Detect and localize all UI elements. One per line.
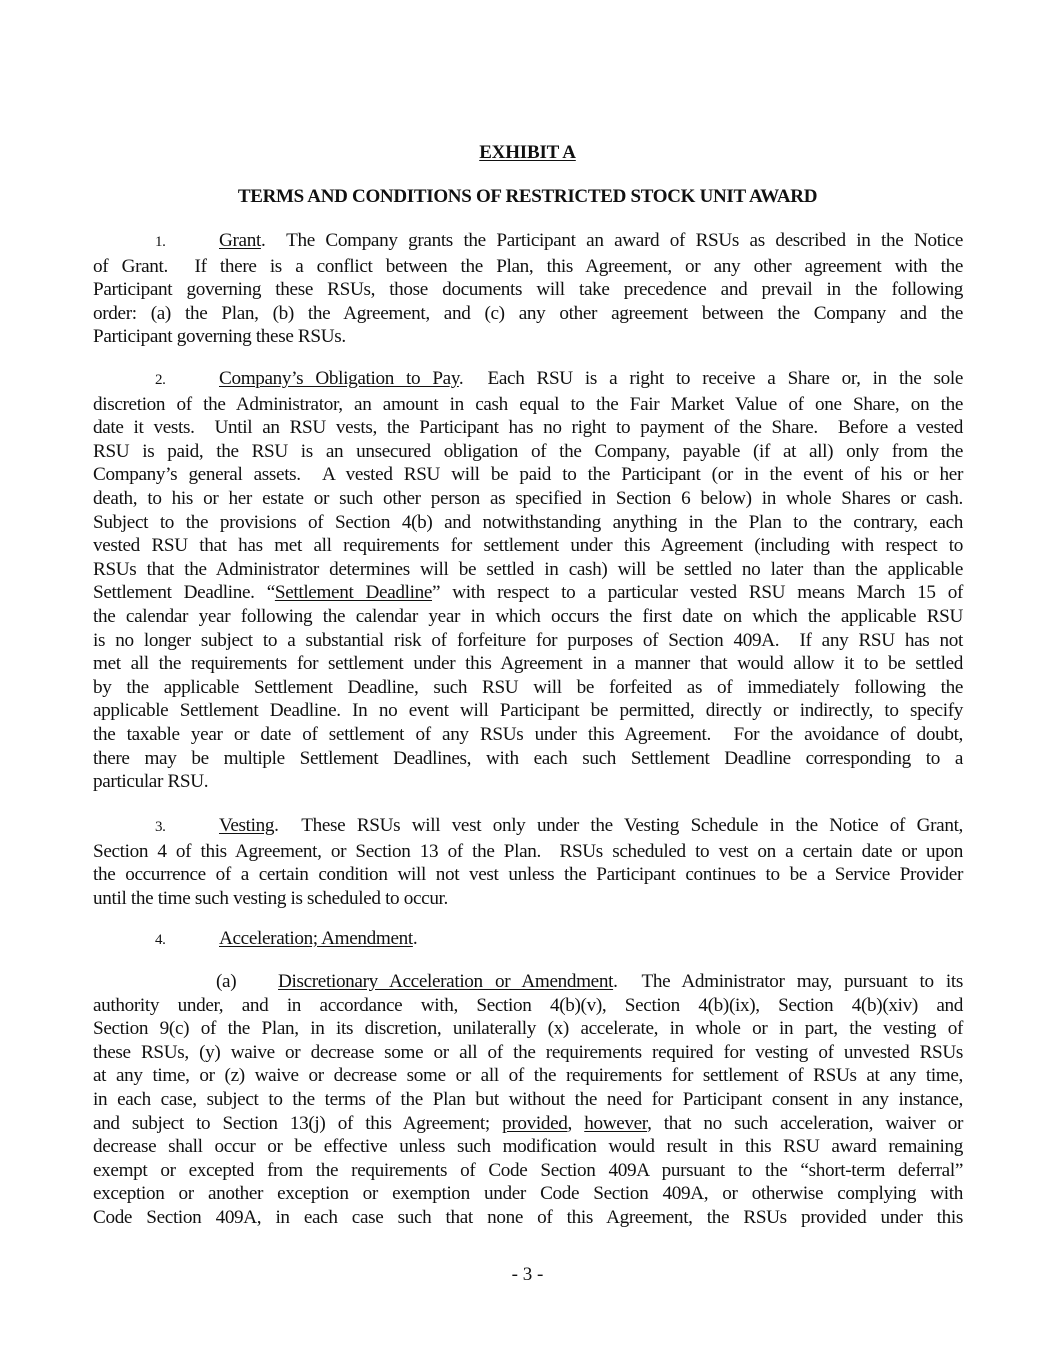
subsection-a-discretionary-acceleration xyxy=(93,970,963,1230)
text-line: Section 9(c) of the Plan, in its discretion, unilaterally (x) accelerate, in whole or in part, the vesting of xyxy=(93,1018,963,1040)
term-however: however xyxy=(584,1112,648,1134)
text-line: the taxable year or date of settlement of any RSUs under this Agreement. For the avoidance of doubt, xyxy=(93,723,963,745)
provided-however-line: and subject to Section 13(j) of this Agreement; provided, however, that no such acceleration, waiver or xyxy=(93,1112,964,1134)
document-heading: TERMS AND CONDITIONS OF RESTRICTED STOCK UNIT AWARD xyxy=(237,186,818,207)
term-provided: provided xyxy=(502,1112,568,1134)
text-line: vested RSU that has met all requirements for settlement under this Agreement (including with respect to xyxy=(93,535,963,557)
subsection-title: Discretionary Acceleration or Amendment xyxy=(278,971,614,992)
text-line: death, to his or her estate or such other person as specified in Section 6 below) in whole Shares or cash. xyxy=(93,487,963,509)
text-line: these RSUs, (y) waive or decrease some or all of the requirements required for vesting of unvested RSUs xyxy=(93,1041,963,1063)
exhibit-title: EXHIBIT A xyxy=(479,142,576,163)
text-line: order: (a) the Plan, (b) the Agreement, and (c) any other agreement between the Company and the xyxy=(93,302,963,324)
settlement-deadline-definition-line: Settlement Deadline. “Settlement Deadline” with respect to a particular vested RSU means March 15 of xyxy=(93,582,964,604)
text-line: at any time, or (z) waive or decrease some or all of the requirements for settlement of RSUs at any time, xyxy=(93,1065,963,1087)
text-line: of Grant. If there is a conflict between the Plan, this Agreement, or any other agreement with the xyxy=(93,255,963,277)
text-line: decrease shall occur or be effective unless such modification would result in this RSU award remaining xyxy=(93,1136,963,1158)
section-title: Vesting xyxy=(219,815,275,836)
text-line: authority under, and in accordance with, Section 4(b)(v), Section 4(b)(ix), Section 4(b)(xiv) and xyxy=(93,994,963,1016)
page-number: - 3 - xyxy=(511,1264,544,1285)
text-line: RSUs that the Administrator determines will be settled in cash) will be settled no later than the applicable xyxy=(93,558,963,580)
text-line: the occurrence of a certain condition will not vest unless the Participant continues to be a Service Provider xyxy=(93,864,963,886)
section-number: 4. xyxy=(155,932,166,948)
text-line: applicable Settlement Deadline. In no event will Participant be permitted, directly or indirectly, to specify xyxy=(93,700,963,722)
subsection-number: (a) xyxy=(216,971,237,992)
text-line: until the time such vesting is scheduled to occur. xyxy=(93,887,448,909)
text-line: particular RSU. xyxy=(93,771,209,793)
section-3-vesting xyxy=(93,814,963,910)
section-2-obligation-to-pay xyxy=(93,367,963,794)
subsection-a-first-line: (a) Discretionary Acceleration or Amendment. The Administrator may, pursuant to its xyxy=(93,970,963,994)
text-line: the calendar year following the calendar year in which occurs the first date on which the applicable RSU xyxy=(93,605,963,627)
text-line: there may be multiple Settlement Deadlines, with each such Settlement Deadline corresponding to a xyxy=(93,747,963,769)
text-line: met all the requirements for settlement under this Agreement in a manner that would allow it to be settled xyxy=(93,653,963,675)
section-1-grant xyxy=(93,229,963,349)
text-line: RSU is paid, the RSU is an unsecured obligation of the Company, payable (if at all) only from the xyxy=(93,440,963,462)
section-number: 2. xyxy=(155,372,166,388)
text-line: is no longer subject to a substantial risk of forfeiture for purposes of Section 409A. If any RSU has not xyxy=(93,629,963,651)
text-line: Section 4 of this Agreement, or Section 13 of the Plan. RSUs scheduled to vest on a certain date or upon xyxy=(93,840,963,862)
text-line: Company’s general assets. A vested RSU will be paid to the Participant (or in the event of his or her xyxy=(93,464,963,486)
section-4-acceleration-amendment xyxy=(93,927,963,953)
text-line: Code Section 409A, in each case such that none of this Agreement, the RSUs provided under this xyxy=(93,1206,963,1228)
section-title: Acceleration; Amendment xyxy=(219,928,413,949)
section-number: 1. xyxy=(155,234,166,250)
text-line: discretion of the Administrator, an amount in cash equal to the Fair Market Value of one Share, on the xyxy=(93,393,963,415)
defined-term-settlement-deadline: Settlement Deadline xyxy=(274,582,433,604)
text-line: exception or another exception or exemption under Code Section 409A, or otherwise complying with xyxy=(93,1183,963,1205)
section-title: Company’s Obligation to Pay xyxy=(219,368,459,389)
section-2-first-line: 2. Company’s Obligation to Pay. Each RSU is a right to receive a Share or, in the sole xyxy=(93,367,963,393)
section-3-first-line: 3. Vesting. These RSUs will vest only under the Vesting Schedule in the Notice of Grant, xyxy=(93,814,963,840)
text-line: Participant governing these RSUs, those documents will take precedence and prevail in the following xyxy=(93,279,963,301)
text-line: date it vests. Until an RSU vests, the Participant has no right to payment of the Share. Before a vested xyxy=(93,417,963,439)
text-line: Participant governing these RSUs. xyxy=(93,326,346,348)
section-4-first-line: 4. Acceleration; Amendment. xyxy=(93,927,963,953)
text-line: by the applicable Settlement Deadline, such RSU will be forfeited as of immediately following the xyxy=(93,676,963,698)
text-line: exempt or excepted from the requirements of Code Section 409A pursuant to the “short-term deferral” xyxy=(93,1159,963,1181)
text-line: Subject to the provisions of Section 4(b) and notwithstanding anything in the Plan to the contrary, each xyxy=(93,511,963,533)
section-number: 3. xyxy=(155,819,166,835)
section-1-first-line: 1. Grant. The Company grants the Participant an award of RSUs as described in the Notice xyxy=(93,229,963,255)
text-line: in each case, subject to the terms of the Plan but without the need for Participant consent in any instance, xyxy=(93,1088,963,1110)
section-title: Grant xyxy=(219,230,261,251)
